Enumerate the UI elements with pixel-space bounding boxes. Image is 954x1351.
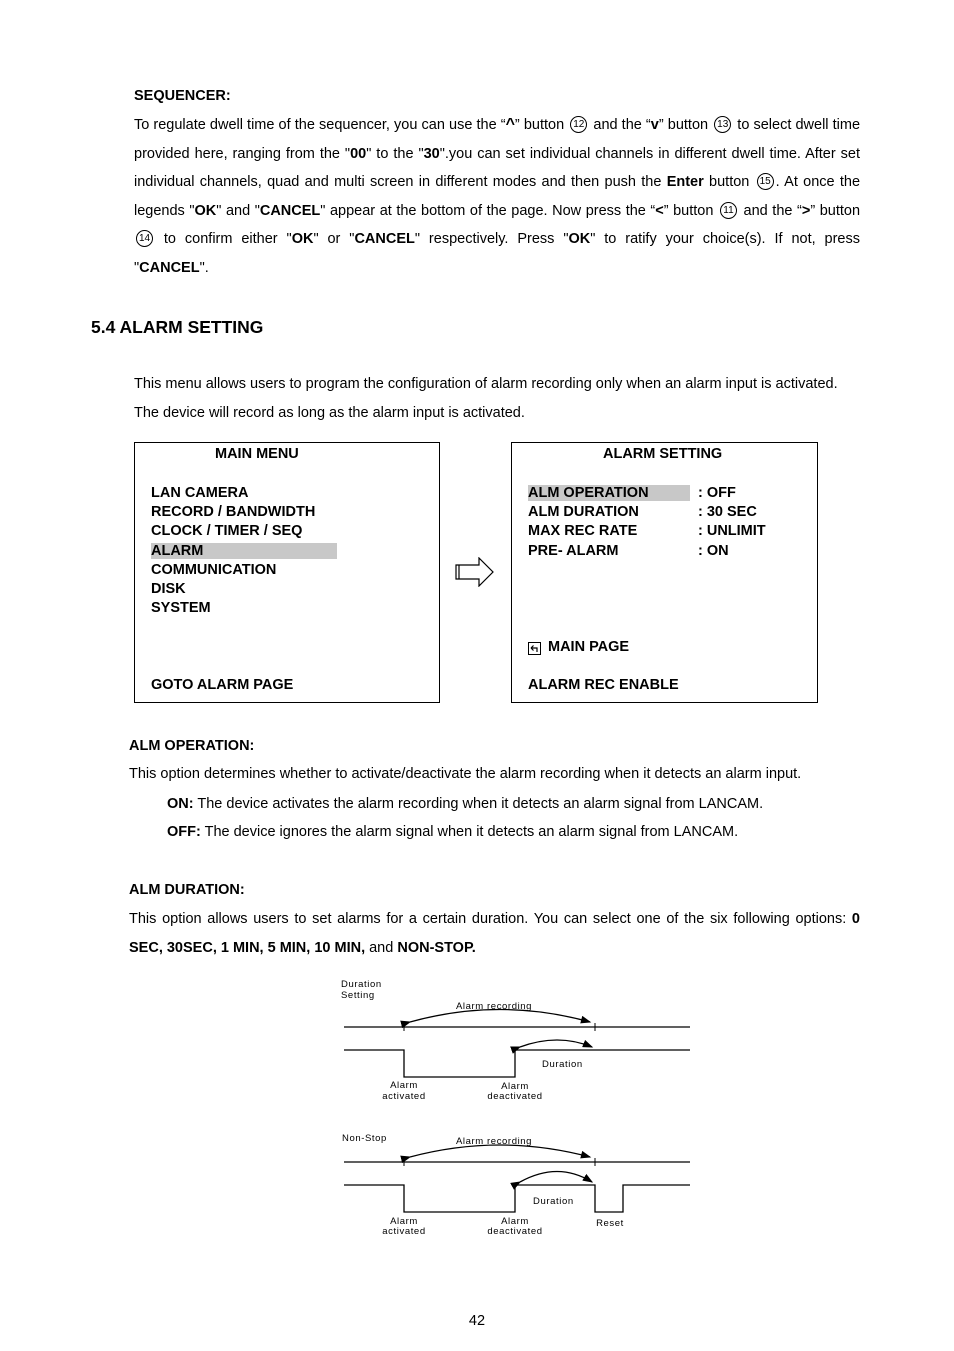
- alarm-row-value: : UNLIMIT: [698, 523, 766, 539]
- alm-operation-desc: This option determines whether to activate/deactivate the alarm recording when it detects an alarm input.: [129, 766, 802, 782]
- menu-item-record-bandwidth[interactable]: RECORD / BANDWIDTH: [151, 504, 316, 520]
- alarm-row-label[interactable]: ALM DURATION: [528, 504, 639, 520]
- page-number: 42: [468, 1313, 486, 1329]
- sequencer-paragraph: To regulate dwell time of the sequencer, you can use the “^” button 12 and the “v” button 13 to select dwell time provided here, ranging from the "00" to the "30".you can set individual channels in different dwell time. After set individual channels, quad and multi screen in different modes and then push the Enter button 15 . At once the legends "OK" and "CANCEL" appear at the bottom of the page. Now press the “<” button 11 and the “>” button 14 to confirm either "OK" or "CANCEL" respectively. Press "OK" to ratify your choice(s). If not, press "CANCEL".: [134, 116, 861, 276]
- d1-label-1: Duration: [341, 979, 382, 990]
- d1-deactivated-1: Alarm: [501, 1081, 529, 1092]
- alm-operation-on: ON: The device activates the alarm recording when it detects an alarm signal from LANCAM.: [167, 796, 764, 812]
- alarm-setting-title: ALARM SETTING: [603, 446, 723, 462]
- alarm-row-value: : OFF: [698, 485, 736, 501]
- main-menu-footer: GOTO ALARM PAGE: [151, 677, 294, 693]
- d1-activated-2: activated: [382, 1091, 426, 1102]
- d1-activated-1: Alarm: [390, 1080, 418, 1091]
- timing-diagram: [330, 975, 700, 1245]
- d1-alarm-recording: Alarm recording: [456, 1001, 533, 1012]
- d2-activated-1: Alarm: [390, 1216, 418, 1227]
- menu-item-clock-timer-seq[interactable]: CLOCK / TIMER / SEQ: [151, 523, 303, 539]
- main-page-link[interactable]: MAIN PAGE: [548, 639, 630, 655]
- d2-activated-2: activated: [382, 1226, 426, 1237]
- alarm-row-label[interactable]: MAX REC RATE: [528, 523, 638, 539]
- alm-duration-desc: This option allows users to set alarms for a certain duration. You can select one of the six following options: 0 SEC, 30SEC, 1 MIN, 5 MIN, 10 MIN, and NON-STOP.: [129, 911, 860, 956]
- button-11-icon: 11: [720, 202, 737, 219]
- d2-label: Non-Stop: [342, 1133, 387, 1144]
- button-13-icon: 13: [714, 116, 731, 133]
- alarm-row-label[interactable]: ALM OPERATION: [528, 485, 690, 501]
- alarm-row-value: : 30 SEC: [698, 504, 757, 520]
- section-title: 5.4 ALARM SETTING: [91, 317, 264, 337]
- arrow-right-icon: [455, 557, 495, 587]
- main-menu-box: [134, 442, 440, 703]
- alarm-row-value: : ON: [698, 543, 729, 559]
- d2-reset: Reset: [596, 1218, 624, 1229]
- alm-operation-off: OFF: The device ignores the alarm signal when it detects an alarm signal from LANCAM.: [167, 824, 739, 840]
- button-15-icon: 15: [757, 173, 774, 190]
- return-icon: [528, 642, 541, 655]
- d2-alarm-recording: Alarm recording: [456, 1136, 533, 1147]
- d2-duration: Duration: [533, 1196, 574, 1207]
- d1-deactivated-2: deactivated: [487, 1091, 543, 1102]
- button-12-icon: 12: [570, 116, 587, 133]
- menu-item-communication[interactable]: COMMUNICATION: [151, 562, 277, 578]
- d2-deactivated-1: Alarm: [501, 1216, 529, 1227]
- menu-item-lan-camera[interactable]: LAN CAMERA: [151, 485, 249, 501]
- alarm-setting-footer: ALARM REC ENABLE: [528, 677, 679, 693]
- alarm-setting-box: [511, 442, 818, 703]
- alarm-row-label[interactable]: PRE- ALARM: [528, 543, 619, 559]
- button-14-icon: 14: [136, 230, 153, 247]
- d1-duration: Duration: [542, 1059, 583, 1070]
- menu-item-system[interactable]: SYSTEM: [151, 600, 211, 616]
- section-intro: This menu allows users to program the configuration of alarm recording only when an alarm input is activated. The device will record as long as the alarm input is activated.: [134, 376, 838, 421]
- menu-item-disk[interactable]: DISK: [151, 581, 186, 597]
- sequencer-heading: SEQUENCER:: [134, 88, 231, 104]
- d2-deactivated-2: deactivated: [487, 1226, 543, 1237]
- menu-item-alarm[interactable]: ALARM: [151, 543, 337, 559]
- alm-operation-heading: ALM OPERATION:: [129, 738, 255, 754]
- main-menu-title: MAIN MENU: [215, 446, 299, 462]
- d1-label-2: Setting: [341, 990, 375, 1001]
- alm-duration-heading: ALM DURATION:: [129, 882, 245, 898]
